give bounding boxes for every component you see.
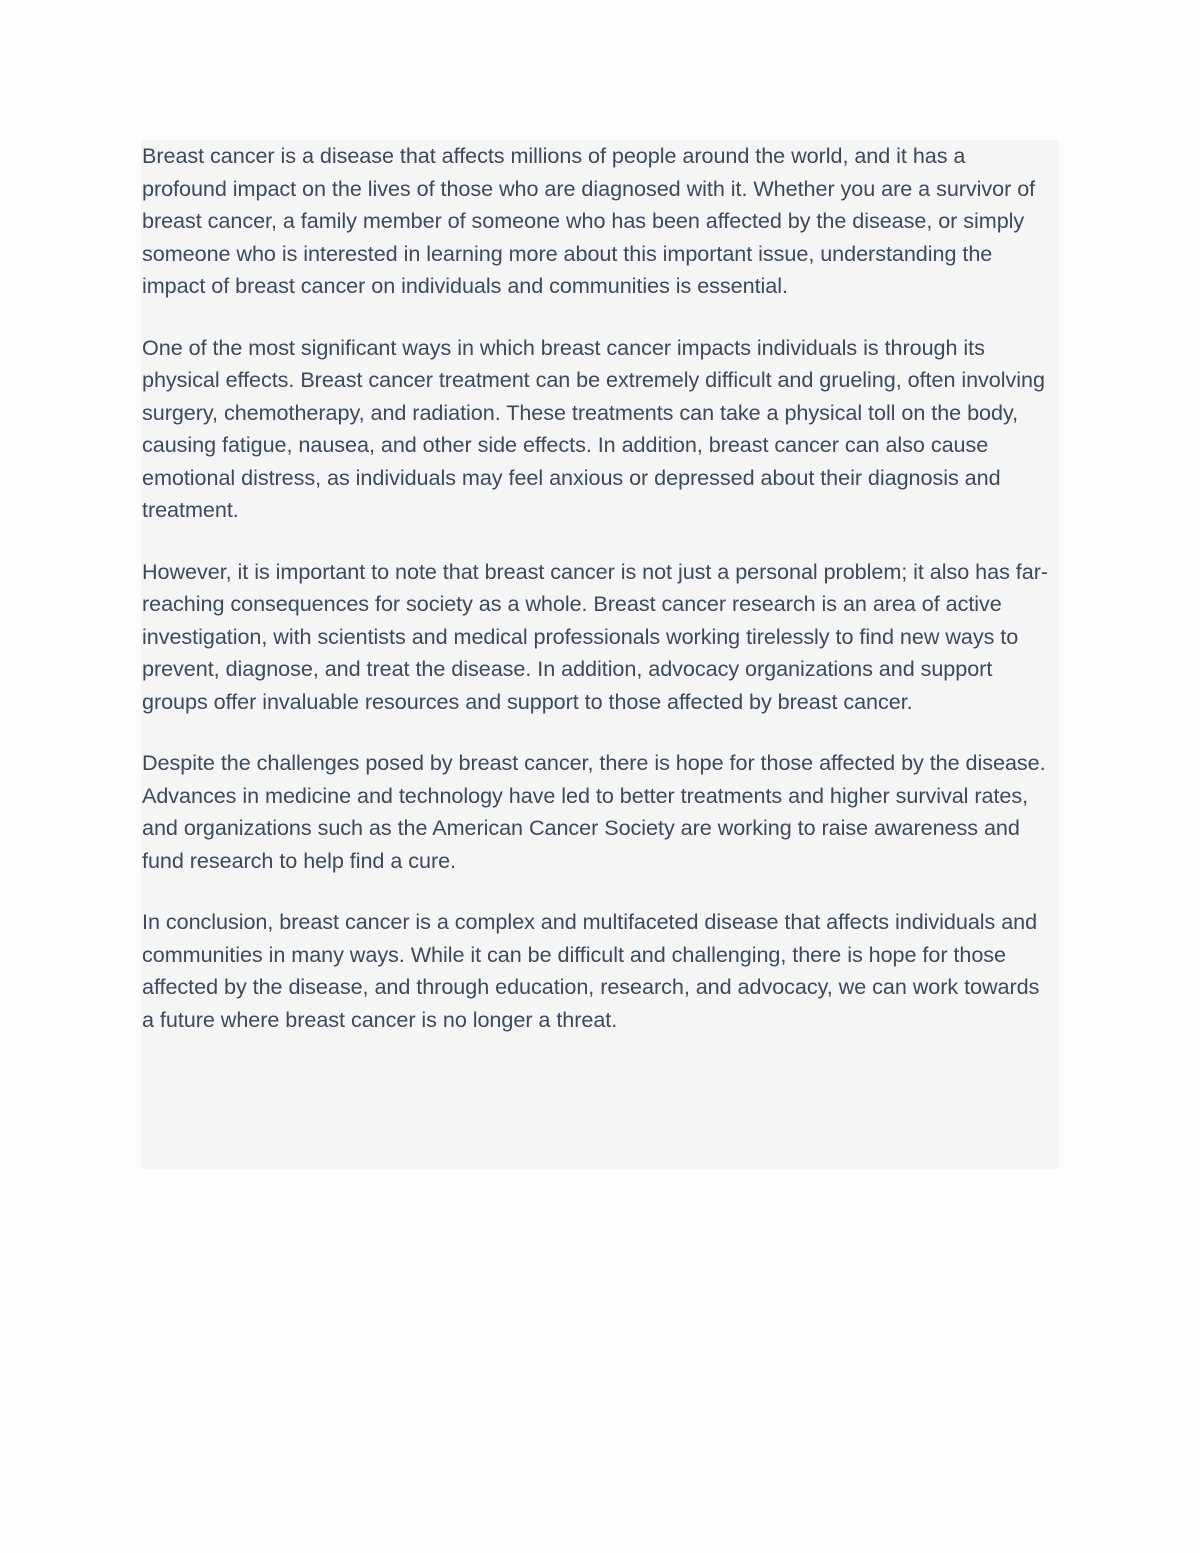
paragraph-3: However, it is important to note that breast cancer is not just a personal problem; it also has far-reaching consequences for society as a whole. Breast cancer research is an area of active investigation, with scientists and medical professionals working tirelessly to find new ways to prevent, diagnose, and treat the disease. In addition, advocacy organizations and support groups offer invaluable resources and support to those affected by breast cancer. (142, 558, 1048, 714)
essay-text-block (141, 140, 1059, 1169)
paragraph-2: One of the most significant ways in which breast cancer impacts individuals is through its physical effects. Breast cancer treatment can be extremely difficult and grueling, often involving surgery, chemotherapy, and radiation. These treatments can take a physical toll on the body, causing fatigue, nausea, and other side effects. In addition, breast cancer can also cause emotional distress, as individuals may feel anxious or depressed about their diagnosis and treatment. (142, 334, 1045, 522)
paragraph-1: Breast cancer is a disease that affects millions of people around the world, and it has a profound impact on the lives of those who are diagnosed with it. Whether you are a survivor of breast cancer, a family member of someone who has been affected by the disease, or simply someone who is interested in learning more about this important issue, understanding the impact of breast cancer on individuals and communities is essential. (142, 143, 1036, 298)
paragraph-5: In conclusion, breast cancer is a complex and multifaceted disease that affects individuals and communities in many ways. While it can be difficult and challenging, there is hope for those affected by the disease, and through education, research, and advocacy, we can work towards a future where breast cancer is no longer a threat. (142, 909, 1040, 1032)
paragraph-4: Despite the challenges posed by breast cancer, there is hope for those affected by the disease. Advances in medicine and technology have led to better treatments and higher survival rates, and organizations such as the American Cancer Society are working to raise awareness and fund research to help find a cure. (142, 750, 1046, 873)
